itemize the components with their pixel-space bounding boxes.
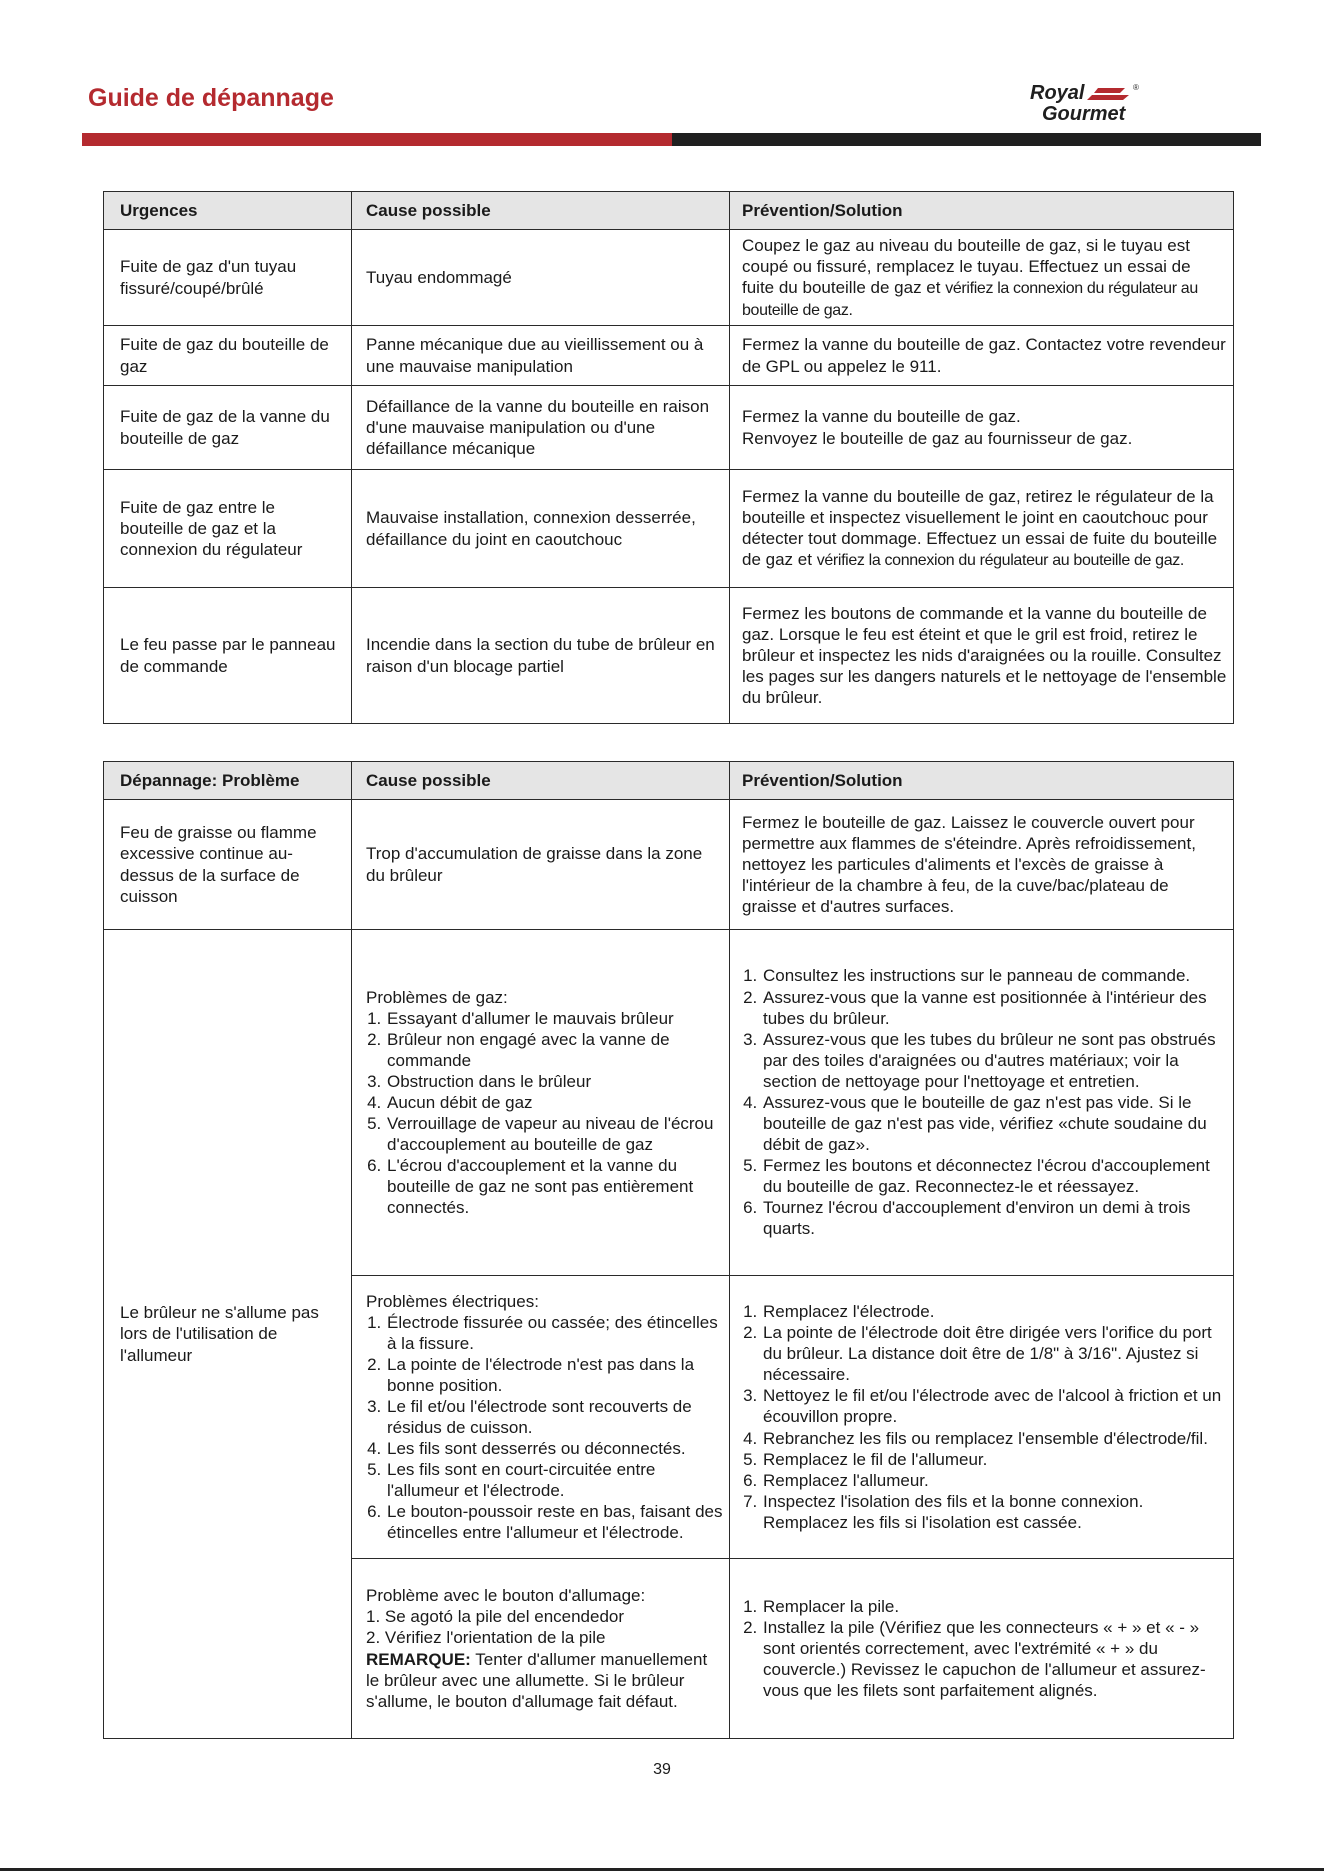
header-cause: Cause possible bbox=[352, 192, 730, 230]
solution-cell bbox=[730, 230, 1234, 326]
emergencies-table bbox=[103, 191, 1234, 724]
table-row bbox=[104, 470, 1234, 588]
cause-cell: Défaillance de la vanne du bouteille en raison d'une mauvaise manipulation ou d'une défaillance mécanique bbox=[352, 386, 730, 470]
header-problem: Dépannage: Problème bbox=[104, 762, 352, 800]
cause-cell: Panne mécanique due au vieillissement ou à une mauvaise manipulation bbox=[352, 326, 730, 386]
header-rule-red bbox=[82, 133, 672, 146]
issue-cell: Fuite de gaz de la vanne du bouteille de gaz bbox=[104, 386, 352, 470]
cause-cell: Trop d'accumulation de graisse dans la zone du brûleur bbox=[352, 800, 730, 930]
gas-solution-list bbox=[742, 965, 1227, 1239]
gas-cause-list bbox=[366, 1008, 725, 1219]
gas-cause-title: Problèmes de gaz: bbox=[366, 987, 508, 1007]
list-item: 3. Le fil et/ou l'électrode sont recouverts de résidus de cuisson. bbox=[386, 1396, 725, 1438]
solution-text: Coupez le gaz au niveau du bouteille de gaz, si le tuyau est coupé ou fissuré, remplacez le tuyau. Effectuez un essai de fuite du bouteille de gaz et bbox=[742, 235, 1191, 297]
page-number: 39 bbox=[653, 1761, 671, 1778]
solution-text: Fermez la vanne du bouteille de gaz, retirez le régulateur de la bouteille et inspectez visuellement le joint en caoutchouc pour détecter tout dommage. Effectuez un essai de fuite du bouteille de gaz et bbox=[742, 486, 1218, 570]
table-row bbox=[104, 230, 1234, 326]
list-item: 1. Consultez les instructions sur le panneau de commande. bbox=[762, 965, 1227, 986]
list-item: 4. Assurez-vous que le bouteille de gaz n'est pas vide. Si le bouteille de gaz n'est pas vide, vérifiez «chute soudaine du débit de gaz». bbox=[762, 1092, 1227, 1155]
list-item: 2. La pointe de l'électrode doit être dirigée vers l'orifice du port du brûleur. La distance doit être de 1/8" à 3/16". Ajustez si nécessaire. bbox=[762, 1322, 1227, 1385]
solution-line: Renvoyez le bouteille de gaz au fournisseur de gaz. bbox=[742, 428, 1133, 448]
header-rule-dark bbox=[672, 133, 1261, 146]
header-solution: Prévention/Solution bbox=[730, 192, 1234, 230]
list-item: 6. Tournez l'écrou d'accouplement d'environ un demi à trois quarts. bbox=[762, 1197, 1227, 1239]
table-row bbox=[104, 386, 1234, 470]
cause-cell: Tuyau endommagé bbox=[352, 230, 730, 326]
list-item: 3. Assurez-vous que les tubes du brûleur ne sont pas obstrués par des toiles d'araignées ou d'autres matériaux; voir la section de nettoyage pour l'nettoyage et entretien. bbox=[762, 1029, 1227, 1092]
list-item: 1. Remplacez l'électrode. bbox=[762, 1301, 1227, 1322]
button-cause-title: Problème avec le bouton d'allumage: bbox=[366, 1586, 646, 1606]
solution-cell bbox=[730, 470, 1234, 588]
list-item: 1. Essayant d'allumer le mauvais brûleur bbox=[386, 1008, 725, 1029]
flag-icon bbox=[1087, 88, 1129, 100]
electric-solution-list bbox=[742, 1301, 1227, 1533]
electric-cause-list bbox=[366, 1312, 725, 1544]
table-row bbox=[104, 326, 1234, 386]
logo-line2: Gourmet bbox=[1042, 103, 1126, 122]
list-item: 2. Brûleur non engagé avec la vanne de commande bbox=[386, 1029, 725, 1071]
list-item: 2. Vérifiez l'orientation de la pile bbox=[366, 1628, 606, 1648]
issue-cell: Le brûleur ne s'allume pas lors de l'utilisation de l'allumeur bbox=[104, 930, 352, 1739]
table-header-row bbox=[104, 192, 1234, 230]
cause-cell: Incendie dans la section du tube de brûleur en raison d'un blocage partiel bbox=[352, 588, 730, 724]
note-paragraph bbox=[366, 1649, 725, 1712]
list-item: 2. La pointe de l'électrode n'est pas dans la bonne position. bbox=[386, 1354, 725, 1396]
list-item: 3. Obstruction dans le brûleur bbox=[386, 1071, 725, 1092]
list-item: 6. L'écrou d'accouplement et la vanne du bouteille de gaz ne sont pas entièrement connectés. bbox=[386, 1155, 725, 1218]
list-item: 3. Nettoyez le fil et/ou l'électrode avec de l'alcool à friction et un écouvillon propre. bbox=[762, 1385, 1227, 1427]
header-solution: Prévention/Solution bbox=[730, 762, 1234, 800]
list-item: 6. Remplacez l'allumeur. bbox=[762, 1470, 1227, 1491]
button-solution-cell bbox=[730, 1559, 1234, 1739]
table-row bbox=[104, 800, 1234, 930]
list-item: 4. Rebranchez les fils ou remplacez l'ensemble d'électrode/fil. bbox=[762, 1428, 1227, 1449]
list-item: 5. Fermez les boutons et déconnectez l'écrou d'accouplement du bouteille de gaz. Reconnectez-le et réessayez. bbox=[762, 1155, 1227, 1197]
logo-line1: Royal bbox=[1030, 82, 1085, 104]
bottom-edge-line bbox=[0, 1868, 1324, 1871]
gas-cause-cell bbox=[352, 930, 730, 1276]
issue-cell: Fuite de gaz d'un tuyau fissuré/coupé/brûlé bbox=[104, 230, 352, 326]
table-row bbox=[104, 930, 1234, 1276]
troubleshooting-table bbox=[103, 761, 1234, 1739]
note-label: REMARQUE: bbox=[366, 1649, 471, 1669]
list-item: 5. Les fils sont en court-circuitée entre l'allumeur et l'électrode. bbox=[386, 1459, 725, 1501]
table-row bbox=[104, 588, 1234, 724]
list-item: 5. Remplacez le fil de l'allumeur. bbox=[762, 1449, 1227, 1470]
solution-cell: Fermez la vanne du bouteille de gaz. Contactez votre revendeur de GPL ou appelez le 911. bbox=[730, 326, 1234, 386]
electric-solution-cell bbox=[730, 1276, 1234, 1559]
list-item: 6. Le bouton-poussoir reste en bas, faisant des étincelles entre l'allumeur et l'électrode. bbox=[386, 1501, 725, 1543]
issue-cell: Le feu passe par le panneau de commande bbox=[104, 588, 352, 724]
royal-gourmet-logo bbox=[1030, 82, 1240, 122]
solution-cell: Fermez le bouteille de gaz. Laissez le couvercle ouvert pour permettre aux flammes de s'éteindre. Après refroidissement, nettoyez les particules d'aliments et l'excès de graisse à l'intérieur de la chambre à feu, de la cuve/bac/plateau de graisse et d'autres surfaces. bbox=[730, 800, 1234, 930]
solution-cell: Fermez les boutons de commande et la vanne du bouteille de gaz. Lorsque le feu est éteint et que le gril est froid, retirez le brûleur et inspectez les nids d'araignées ou la rouille. Consultez les pages sur les dangers naturels et le nettoyage de l'ensemble du brûleur. bbox=[730, 588, 1234, 724]
solution-text-small: vérifiez la connexion du régulateur au bouteille de gaz. bbox=[816, 552, 1185, 570]
list-item: 5. Verrouillage de vapeur au niveau de l'écrou d'accouplement au bouteille de gaz bbox=[386, 1113, 725, 1155]
button-solution-list bbox=[742, 1596, 1227, 1701]
list-item: 7. Inspectez l'isolation des fils et la bonne connexion. Remplacez les fils si l'isolation est cassée. bbox=[762, 1491, 1227, 1533]
list-item: 1. Électrode fissurée ou cassée; des étincelles à la fissure. bbox=[386, 1312, 725, 1354]
list-item: 4. Aucun débit de gaz bbox=[386, 1092, 725, 1113]
table-header-row bbox=[104, 762, 1234, 800]
electric-cause-title: Problèmes électriques: bbox=[366, 1291, 539, 1311]
issue-cell: Feu de graisse ou flamme excessive continue au-dessus de la surface de cuisson bbox=[104, 800, 352, 930]
list-item: 1. Remplacer la pile. bbox=[762, 1596, 1227, 1617]
cause-cell: Mauvaise installation, connexion desserrée, défaillance du joint en caoutchouc bbox=[352, 470, 730, 588]
gas-solution-cell bbox=[730, 930, 1234, 1276]
electric-cause-cell bbox=[352, 1276, 730, 1559]
page-title: Guide de dépannage bbox=[88, 84, 334, 112]
solution-cell bbox=[730, 386, 1234, 470]
issue-cell: Fuite de gaz entre le bouteille de gaz et la connexion du régulateur bbox=[104, 470, 352, 588]
registered-mark: ® bbox=[1133, 83, 1139, 92]
list-item: 2. Installez la pile (Vérifiez que les connecteurs « + » et « - » sont orientés correctement, avec l'extrémité « + » du couvercle.) Revissez le capuchon de l'allumeur et assurez-vous que les filets sont parfaitement alignés. bbox=[762, 1617, 1227, 1701]
button-cause-cell bbox=[352, 1559, 730, 1739]
list-item: 1. Se agotó la pile del encendedor bbox=[366, 1607, 625, 1627]
list-item: 2. Assurez-vous que la vanne est positionnée à l'intérieur des tubes du brûleur. bbox=[762, 987, 1227, 1029]
list-item: 4. Les fils sont desserrés ou déconnectés. bbox=[386, 1438, 725, 1459]
issue-cell: Fuite de gaz du bouteille de gaz bbox=[104, 326, 352, 386]
header-cause: Cause possible bbox=[352, 762, 730, 800]
note-text: Tenter d'allumer manuellement le brûleur avec une allumette. Si le brûleur s'allume, le bouton d'allumage fait défaut. bbox=[366, 1649, 708, 1711]
solution-text-small: vérifiez la connexion du régulateur au bouteille de gaz. bbox=[742, 279, 1198, 319]
solution-line: Fermez la vanne du bouteille de gaz. bbox=[742, 407, 1021, 427]
header-issue: Urgences bbox=[104, 192, 352, 230]
